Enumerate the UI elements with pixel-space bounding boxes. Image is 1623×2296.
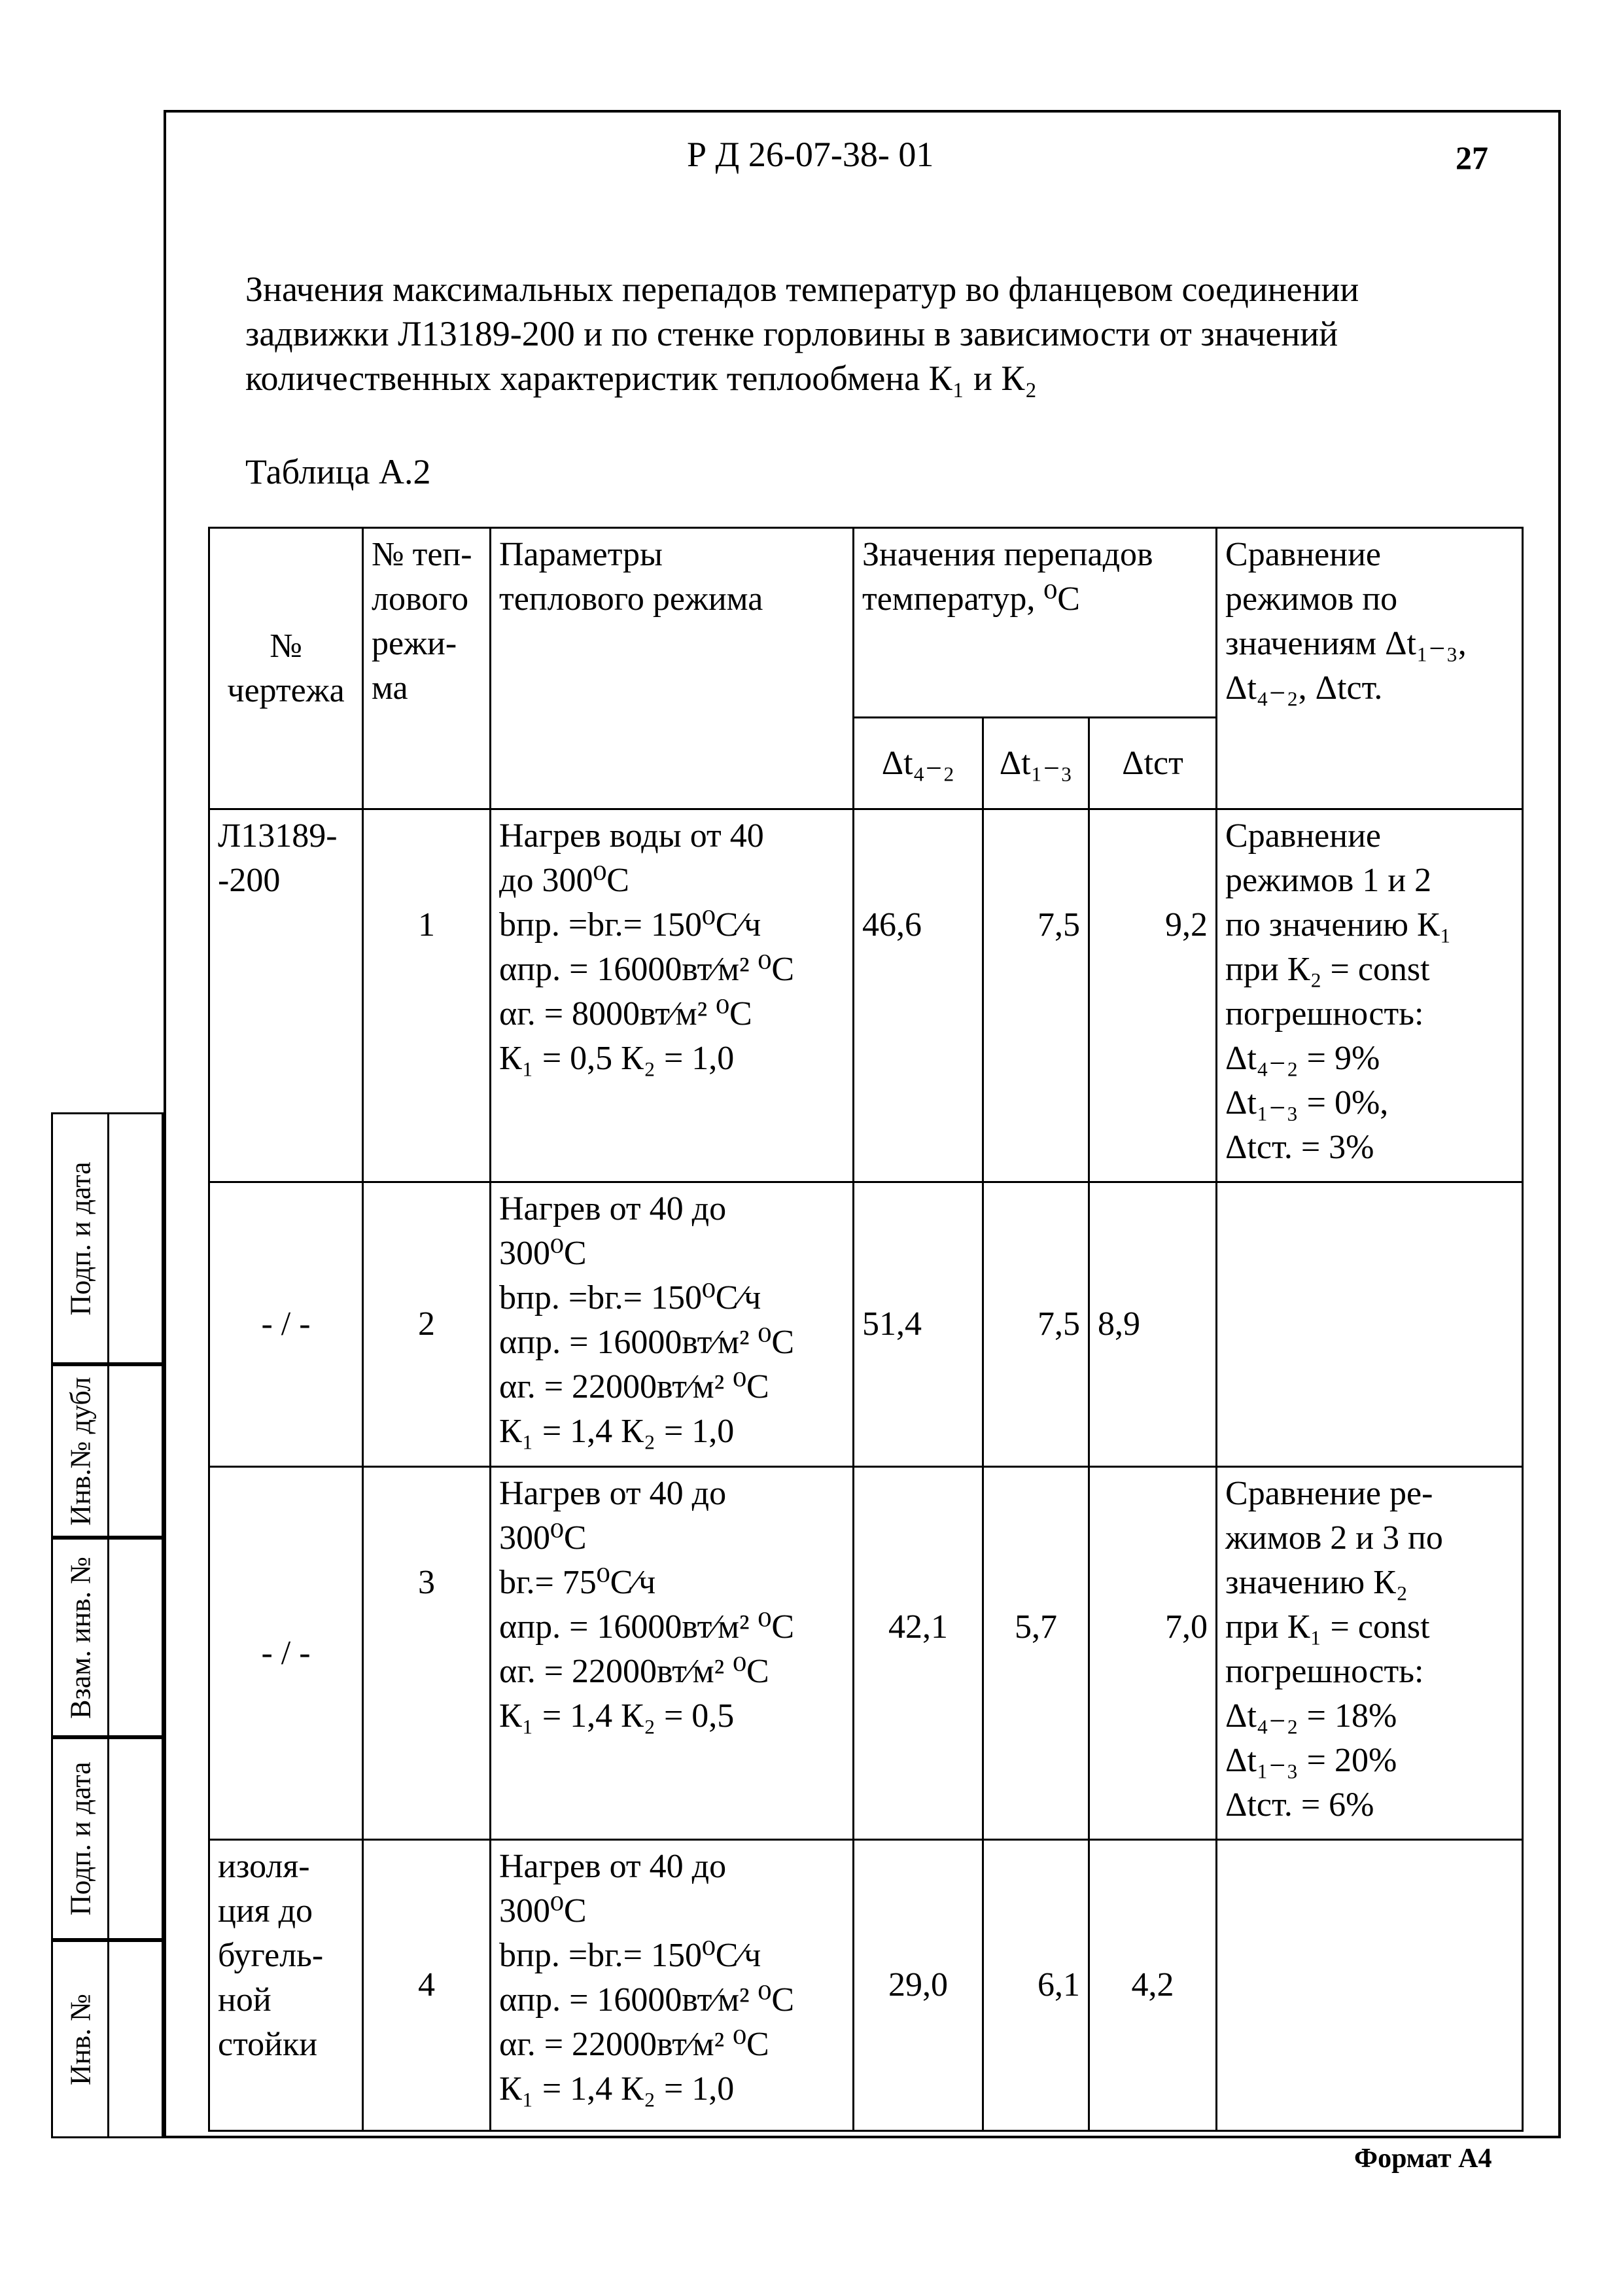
cell-mode: 4: [363, 1840, 491, 2131]
table-row: [209, 1182, 1523, 1467]
side-stamp-inv: Инв. №: [51, 1940, 164, 2138]
cell-comparison: Сравнение ре- жимов 2 и 3 по значению К₂ при К₁ = const погрешность: Δt₄₋₂ = 18% Δt₁₋₃ = 20% Δtст. = 6%: [1217, 1467, 1523, 1840]
cell-dt13: 5,7: [983, 1467, 1089, 1840]
side-stamp-repl-inv: Взам. инв. №: [51, 1538, 164, 1737]
header-mode: № теп- лового режи- ма: [363, 528, 491, 809]
cell-mode: 1: [363, 809, 491, 1182]
header-temperature-drops: Значения перепадов температур, ⁰С: [854, 528, 1217, 718]
cell-params: Нагрев от 40 до 300⁰С bпр. =bг.= 150⁰С⁄ч αпр. = 16000вт⁄м² ⁰С αг. = 22000вт⁄м² ⁰С К₁ = 1,4 К₂ = 1,0: [491, 1840, 854, 2131]
cell-comparison: [1217, 1182, 1523, 1467]
table-row: [209, 809, 1523, 1182]
cell-dt42: 42,1: [854, 1467, 983, 1840]
paper-format: Формат А4: [1354, 2144, 1492, 2174]
data-table: [208, 527, 1524, 2132]
cell-dt13: 7,5: [983, 809, 1089, 1182]
side-stamp-dup-inv: Инв.№ дубл: [51, 1364, 164, 1538]
cell-comparison: [1217, 1840, 1523, 2131]
cell-dtst: 9,2: [1089, 809, 1217, 1182]
table-row: [209, 1467, 1523, 1840]
document-code: Р Д 26-07-38- 01: [687, 135, 934, 174]
cell-drawing: Л13189- -200: [209, 809, 363, 1182]
cell-dtst: 7,0: [1089, 1467, 1217, 1840]
cell-dt13: 7,5: [983, 1182, 1089, 1467]
side-stamp-sign-date: Подп. и дата: [51, 1112, 164, 1364]
cell-mode: 3: [363, 1467, 491, 1840]
table-caption: Таблица А.2: [245, 452, 431, 491]
subheader-dt42: Δt₄₋₂: [854, 718, 983, 809]
cell-dt13: 6,1: [983, 1840, 1089, 2131]
cell-drawing: изоля- ция до бугель- ной стойки: [209, 1840, 363, 2131]
document-heading: [245, 267, 1508, 400]
cell-comparison: Сравнение режимов 1 и 2 по значению К₁ при К₂ = const погрешность: Δt₄₋₂ = 9% Δt₁₋₃ = 0%, Δtст. = 3%: [1217, 809, 1523, 1182]
cell-drawing: - / -: [209, 1182, 363, 1467]
side-stamp-sign-date-2: Подп. и дата: [51, 1737, 164, 1940]
page-number: 27: [1456, 139, 1488, 176]
header-params: Параметры теплового режима: [491, 528, 854, 809]
cell-dt42: 51,4: [854, 1182, 983, 1467]
cell-dtst: 8,9: [1089, 1182, 1217, 1467]
table-row: [209, 1840, 1523, 2131]
header-drawing: № чертежа: [209, 528, 363, 809]
cell-params: Нагрев воды от 40 до 300⁰С bпр. =bг.= 150⁰С⁄ч αпр. = 16000вт⁄м² ⁰С αг. = 8000вт⁄м² ⁰С К₁ = 0,5 К₂ = 1,0: [491, 809, 854, 1182]
heading-line: Значения максимальных перепадов температур во фланцевом соединении: [245, 270, 1359, 309]
cell-mode: 2: [363, 1182, 491, 1467]
cell-params: Нагрев от 40 до 300⁰С bг.= 75⁰С⁄ч αпр. = 16000вт⁄м² ⁰С αг. = 22000вт⁄м² ⁰С К₁ = 1,4 К₂ = 0,5: [491, 1467, 854, 1840]
cell-dt42: 29,0: [854, 1840, 983, 2131]
subheader-dtst: Δtст: [1089, 718, 1217, 809]
heading-line: количественных характеристик теплообмена К₁ и К₂: [245, 359, 1038, 398]
heading-line: задвижки Л13189-200 и по стенке горловины в зависимости от значений: [245, 314, 1338, 353]
cell-dt42: 46,6: [854, 809, 983, 1182]
header-comparison: Сравнение режимов по значениям Δt₁₋₃, Δt₄₋₂, Δtст.: [1217, 528, 1523, 809]
subheader-dt13: Δt₁₋₃: [983, 718, 1089, 809]
cell-drawing: - / -: [209, 1467, 363, 1840]
cell-dtst: 4,2: [1089, 1840, 1217, 2131]
cell-params: Нагрев от 40 до 300⁰С bпр. =bг.= 150⁰С⁄ч αпр. = 16000вт⁄м² ⁰С αг. = 22000вт⁄м² ⁰С К₁ = 1,4 К₂ = 1,0: [491, 1182, 854, 1467]
